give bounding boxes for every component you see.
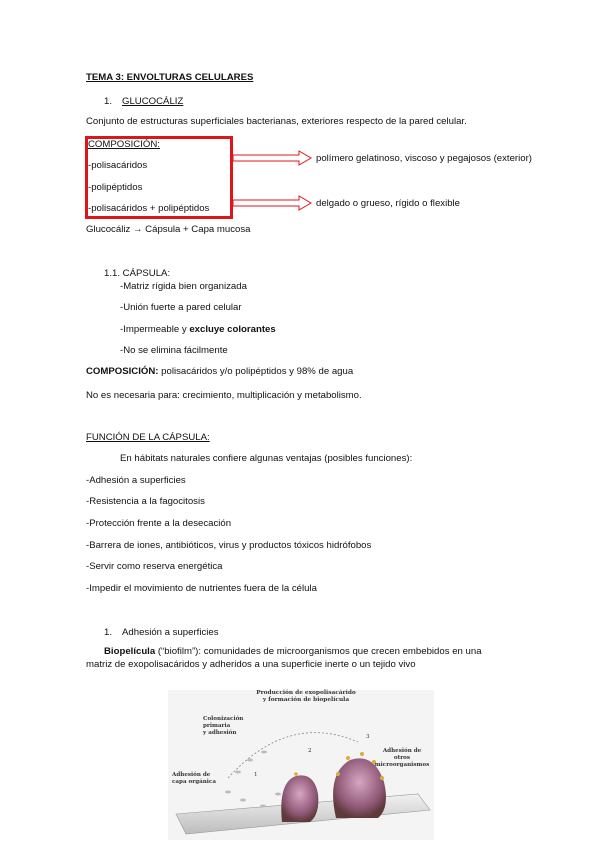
composition-item: -polisacáridos + polipéptidos bbox=[88, 203, 210, 214]
glycocalyx-formula: Glucocáliz → Cápsula + Capa mucosa bbox=[86, 224, 251, 235]
biofilm-definition-line bbox=[104, 646, 482, 658]
figure-label-top: y formación de biopelícula bbox=[262, 697, 350, 703]
arrow-right-icon bbox=[233, 150, 313, 166]
figure-step-number: 1 bbox=[254, 772, 258, 778]
biofilm-formation-figure bbox=[168, 682, 434, 842]
composition-item: -polipéptidos bbox=[88, 182, 143, 193]
glycocalyx-definition: Conjunto de estructuras superficiales bacterianas, exteriores respecto de la pared celular. bbox=[86, 116, 467, 127]
biofilm-definition-cont: matriz de exopolisacáridos y adheridos a una superficie inerte o un tejido vivo bbox=[86, 659, 416, 670]
adhesion-number: 1. bbox=[104, 627, 113, 638]
function-item: -Servir como reserva energética bbox=[86, 561, 223, 572]
capsule-item-text: -Impermeable y bbox=[120, 324, 190, 335]
function-item: -Barrera de iones, antibióticos, virus y productos tóxicos hidrófobos bbox=[86, 540, 372, 551]
biofilm-illustration bbox=[168, 682, 434, 842]
capsule-not-needed: No es necesaria para: crecimiento, multiplicación y metabolismo. bbox=[86, 390, 362, 401]
figure-label-bottom: Adhesión de bbox=[172, 772, 211, 778]
figure-step-number: 3 bbox=[366, 734, 370, 740]
composition-note: polímero gelatinoso, viscoso y pegajosos (exterior) bbox=[316, 153, 532, 164]
figure-label-right: Adhesión de bbox=[382, 748, 422, 754]
figure-label-right: otros bbox=[393, 755, 411, 761]
function-item: -Impedir el movimiento de nutrientes fuera de la célula bbox=[86, 583, 317, 594]
capsule-item: -No se elimina fácilmente bbox=[120, 345, 228, 356]
figure-label-top: Producción de exopolisacárido bbox=[256, 690, 356, 696]
adhesion-heading: Adhesión a superficies bbox=[122, 627, 219, 638]
biofilm-term: Biopelícula bbox=[104, 646, 156, 657]
capsule-composition-text: polisacáridos y/o polipéptidos y 98% de agua bbox=[158, 366, 354, 377]
figure-label-right: microorganismos bbox=[374, 762, 430, 768]
figure-label-colonization: Colonización bbox=[203, 716, 244, 722]
figure-label-bottom: capa orgánica bbox=[172, 779, 216, 785]
function-item: -Adhesión a superficies bbox=[86, 475, 186, 486]
figure-step-number: 2 bbox=[308, 748, 312, 754]
capsule-item bbox=[120, 324, 276, 336]
biofilm-term-en: (“biofilm”) bbox=[155, 646, 199, 657]
section-heading-glycocalyx: GLUCOCÁLIZ bbox=[122, 96, 184, 107]
capsule-composition-label: COMPOSICIÓN: bbox=[86, 366, 159, 377]
capsule-item-bold: excluye colorantes bbox=[189, 324, 276, 335]
arrow-right-icon bbox=[233, 195, 313, 211]
section-number: 1. bbox=[104, 96, 113, 107]
capsule-composition bbox=[86, 366, 353, 378]
figure-label-colonization: primaria bbox=[203, 723, 231, 729]
page-title: TEMA 3: ENVOLTURAS CELULARES bbox=[86, 72, 254, 83]
subsection-heading-capsule: 1.1. CÁPSULA: bbox=[104, 268, 171, 279]
function-item: -Protección frente a la desecación bbox=[86, 518, 232, 529]
biofilm-definition: : comunidades de microorganismos que crecen embebidos en una bbox=[198, 646, 482, 657]
function-item: -Resistencia a la fagocitosis bbox=[86, 496, 205, 507]
composition-item: -polisacáridos bbox=[88, 160, 148, 171]
capsule-item: -Matriz rígida bien organizada bbox=[120, 281, 247, 292]
capsule-item: -Unión fuerte a pared celular bbox=[120, 302, 242, 313]
function-heading: FUNCIÓN DE LA CÁPSULA: bbox=[86, 432, 210, 443]
figure-label-colonization: y adhesión bbox=[203, 730, 237, 736]
composition-heading: COMPOSICIÓN: bbox=[88, 139, 160, 150]
function-intro: En hábitats naturales confiere algunas ventajas (posibles funciones): bbox=[120, 453, 413, 464]
composition-note: delgado o grueso, rígido o flexible bbox=[316, 198, 461, 209]
